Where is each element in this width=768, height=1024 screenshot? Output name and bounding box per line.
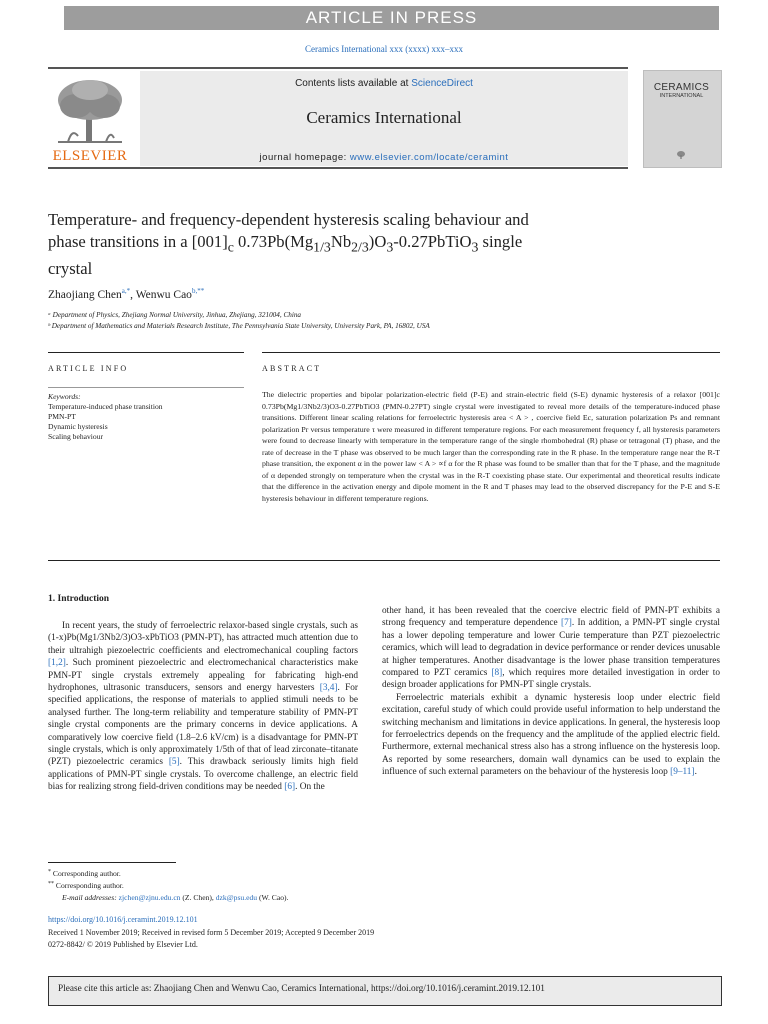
title-seg: single [478, 232, 523, 251]
title-sub: c [227, 239, 234, 255]
citation-link[interactable]: [6] [284, 782, 296, 793]
journal-homepage-line [140, 152, 628, 163]
footnote-mark: ** [48, 881, 54, 887]
text-run: . For specified applications, the response of materials to applied stimuli needs to be analysed further. The long-term reliability and temperature stability of PMN-PT single crystal components are the primary concerns in device applications. A comparatively low coercive field (1.8–2.6 kV/cm) is a disadvantage for PMN-PT single crystals, which is only approximately 1/5th of that of lead zirconate–titanate (PZT) piezoelectric ceramics [48, 683, 358, 768]
doi-link[interactable]: https://doi.org/10.1016/j.ceramint.2019.12.101 [48, 915, 198, 924]
title-line-1: Temperature- and frequency-dependent hysteresis scaling behaviour and [48, 210, 529, 229]
title-seg: phase transitions in a [001] [48, 232, 228, 251]
article-in-press-banner: ARTICLE IN PRESS [64, 6, 719, 30]
footnote-rule [48, 862, 176, 863]
footnote-1 [48, 869, 121, 878]
citation-link[interactable]: [7] [560, 618, 572, 629]
email-addresses [62, 893, 288, 902]
abstract-heading: ABSTRACT [262, 364, 322, 373]
title-line-3: crystal [48, 259, 93, 279]
citation-link[interactable]: [3,4] [319, 683, 338, 694]
affiliation-a: ᵃ Department of Physics, Zhejiang Normal University, Jinhua, Zhejiang, 321004, China [48, 311, 302, 319]
introduction-heading: 1. Introduction [48, 594, 110, 604]
abstract-text: The dielectric properties and bipolar polarization-electric field (P-E) and strain-electric field (S-E) dynamic hysteresis of a relaxor [001]c 0.73Pb(Mg1/3Nb2/3)O3-0.27PbTiO3 (PMN-0.27PT) single crystal were investigated to reveal more details of the temperature-induced phase transitions. Different linear scaling relations for ferroelectric hysteresis area < A > , coercive field Ec, saturation polarization Ps and remnant polarization Pr versus temperature τ were measured in different temperature regions. For each measurement frequency f, all hysteresis parameters were found to decrease linearly with temperature in the temperature range of the single rhombohedral (R) phase or tetragonal (T) phase, and the rate of decrease in the T phase was observed to be much larger than the corresponding rate in the R phase. In the temperature range near the R-T phase transition, the exponent α in the power law < A > ∝f α for the R phase was found to be smaller than that for the T phase, and the magnitude of α depended strongly on temperature when the crystal was in the R-T coexisting phase state. Our experimental and theoretical results indicate that the difference in the activation energy and dipole moment in the R and T phases may lead to the observed discrepancy for the P-E and S-E hysteresis behaviour in different temperature regions. [262, 390, 720, 503]
author-2: Wenwu Cao [135, 288, 192, 301]
title-seg: 0.73Pb(Mg [233, 232, 314, 251]
author-separator: , [130, 288, 136, 301]
contents-available-line [140, 78, 628, 89]
footnote-mark: * [48, 869, 51, 875]
header-top-rule [48, 67, 628, 69]
footnote-text: Corresponding author. [52, 869, 121, 878]
text-run: . In addition, a PMN-PT single crystal has a lower depoling temperature and lower Curie temperature than PZT piezoelectric ceramics, which will lead to degradation in device performance or render devices unusable at higher temperatures. Another disadvantage is the lower phase transition temperatures compared to PZT ceramics [382, 618, 720, 679]
elsevier-wordmark: ELSEVIER [52, 148, 128, 164]
keyword-item: PMN-PT [48, 412, 76, 421]
email-label: E-mail addresses: [62, 893, 117, 902]
affiliation-b: ᵇ Department of Mathematics and Materials Research Institute, The Pennsylvania State University, University Park, PA, 16802, USA [48, 322, 430, 330]
title-seg: -0.27PbTiO [393, 232, 472, 251]
text-run: , which requires more detailed investigation in order to design broader applications for PMN-PT single crystals. [382, 668, 721, 691]
journal-title: Ceramics International [306, 108, 462, 127]
citation-link[interactable]: [8] [491, 668, 503, 679]
abstract-bottom-rule [48, 560, 720, 561]
keywords-label: Keywords: [48, 392, 81, 401]
author-list [48, 287, 204, 301]
header-bottom-rule [48, 167, 628, 169]
title-seg: )O [368, 232, 387, 251]
text-run: . [694, 767, 697, 778]
title-sub: 2/3 [351, 239, 369, 255]
title-seg: Nb [330, 232, 352, 251]
homepage-link[interactable]: www.elsevier.com/locate/ceramint [349, 152, 509, 163]
text-run: Ferroelectric materials exhibit a dynamic hysteresis loop under electric field excitation, careful study of which could provide useful information to help understand the switching mechanism and limitations in device applications. In general, the hysteresis loop for ferroelectrics depends on the frequency and the amplitude of the applied electric field. Furthermore, external mechanical stress also has a strong influence on the hysteresis loop. As reported by some researchers, domain wall dynamics can be used to explain the influence of such external parameters on the behaviour of the hysteresis loop [382, 692, 720, 778]
sciencedirect-link[interactable]: ScienceDirect [411, 78, 473, 89]
text-run: other hand, it has been revealed that the coercive electric field of PMN-PT exhibits a strong frequency and temperature dependence [382, 606, 720, 629]
footnote-2 [48, 881, 124, 890]
text-run: . On the [295, 782, 325, 793]
keyword-item: Scaling behaviour [48, 432, 104, 441]
keywords-block [48, 392, 163, 442]
paragraph [382, 692, 720, 779]
abstract-rule [262, 352, 720, 353]
keywords-rule [48, 387, 244, 388]
cite-this-article-text: Please cite this article as: Zhaojiang Chen and Wenwu Cao, Ceramics International, https://doi.org/10.1016/j.ceramint.2019.12.101 [58, 984, 545, 994]
email-owner-1: (Z. Chen), [180, 893, 216, 902]
title-sub: 3 [471, 239, 479, 255]
text-run: . This drawback seriously limits high field applications of PMN-PT single crystals. To overcome challenge, an electric field bias for realizing strong field-driven conditions may be needed [48, 757, 358, 793]
author-1-marks[interactable]: a,* [121, 287, 131, 295]
cover-subtitle: INTERNATIONAL [659, 93, 704, 99]
citation-link[interactable]: [1,2] [48, 658, 66, 669]
received-dates: Received 1 November 2019; Received in revised form 5 December 2019; Accepted 9 December 2019 [48, 928, 375, 937]
author-2-marks[interactable]: b,** [191, 287, 205, 295]
title-line-2 [48, 231, 688, 258]
citation-link[interactable]: [5] [168, 757, 180, 768]
email-owner-2: (W. Cao). [257, 893, 289, 902]
homepage-prefix: journal homepage: [259, 152, 350, 163]
contents-prefix: Contents lists available at [295, 78, 412, 89]
email-link-1[interactable]: zjchen@zjnu.edu.cn [118, 893, 181, 902]
article-title [48, 209, 688, 280]
paragraph [48, 620, 358, 794]
issn-copyright: 0272-8842/ © 2019 Published by Elsevier Ltd. [48, 940, 198, 949]
keyword-item: Dynamic hysteresis [48, 422, 108, 431]
article-info-rule [48, 352, 244, 353]
citation-link[interactable]: [9–11] [670, 767, 695, 778]
text-run: . Such prominent piezoelectric and electromechanical characteristics make PMN-PT single crystals extremely appealing for fabricating high-end hydrophones, ultrasonic transducers, sensors and energy harvesters [48, 658, 358, 694]
email-link-2[interactable]: dzk@psu.edu [215, 893, 258, 902]
author-1: Zhaojiang Chen [48, 288, 122, 301]
text-run: In recent years, the study of ferroelectric relaxor-based single crystals, such as (1-x)Pb(Mg1/3Nb2/3)O3-xPbTiO3 (PMN-PT), has attracted much attention due to their ultrahigh piezoelectric coefficients and electromechanical coupling factors [48, 621, 358, 656]
footnote-text: Corresponding author. [55, 881, 124, 890]
cover-tree-icon [676, 150, 686, 160]
title-sub: 1/3 [313, 239, 331, 255]
title-sub: 3 [386, 239, 394, 255]
body-column-right [382, 605, 720, 779]
article-info-heading: ARTICLE INFO [48, 364, 129, 373]
keyword-item: Temperature-induced phase transition [48, 402, 163, 411]
body-column-left [48, 620, 358, 794]
paragraph [382, 605, 720, 692]
cover-title: CERAMICS [653, 82, 710, 93]
journal-reference-link[interactable]: Ceramics International xxx (xxxx) xxx–xxx [305, 44, 463, 54]
